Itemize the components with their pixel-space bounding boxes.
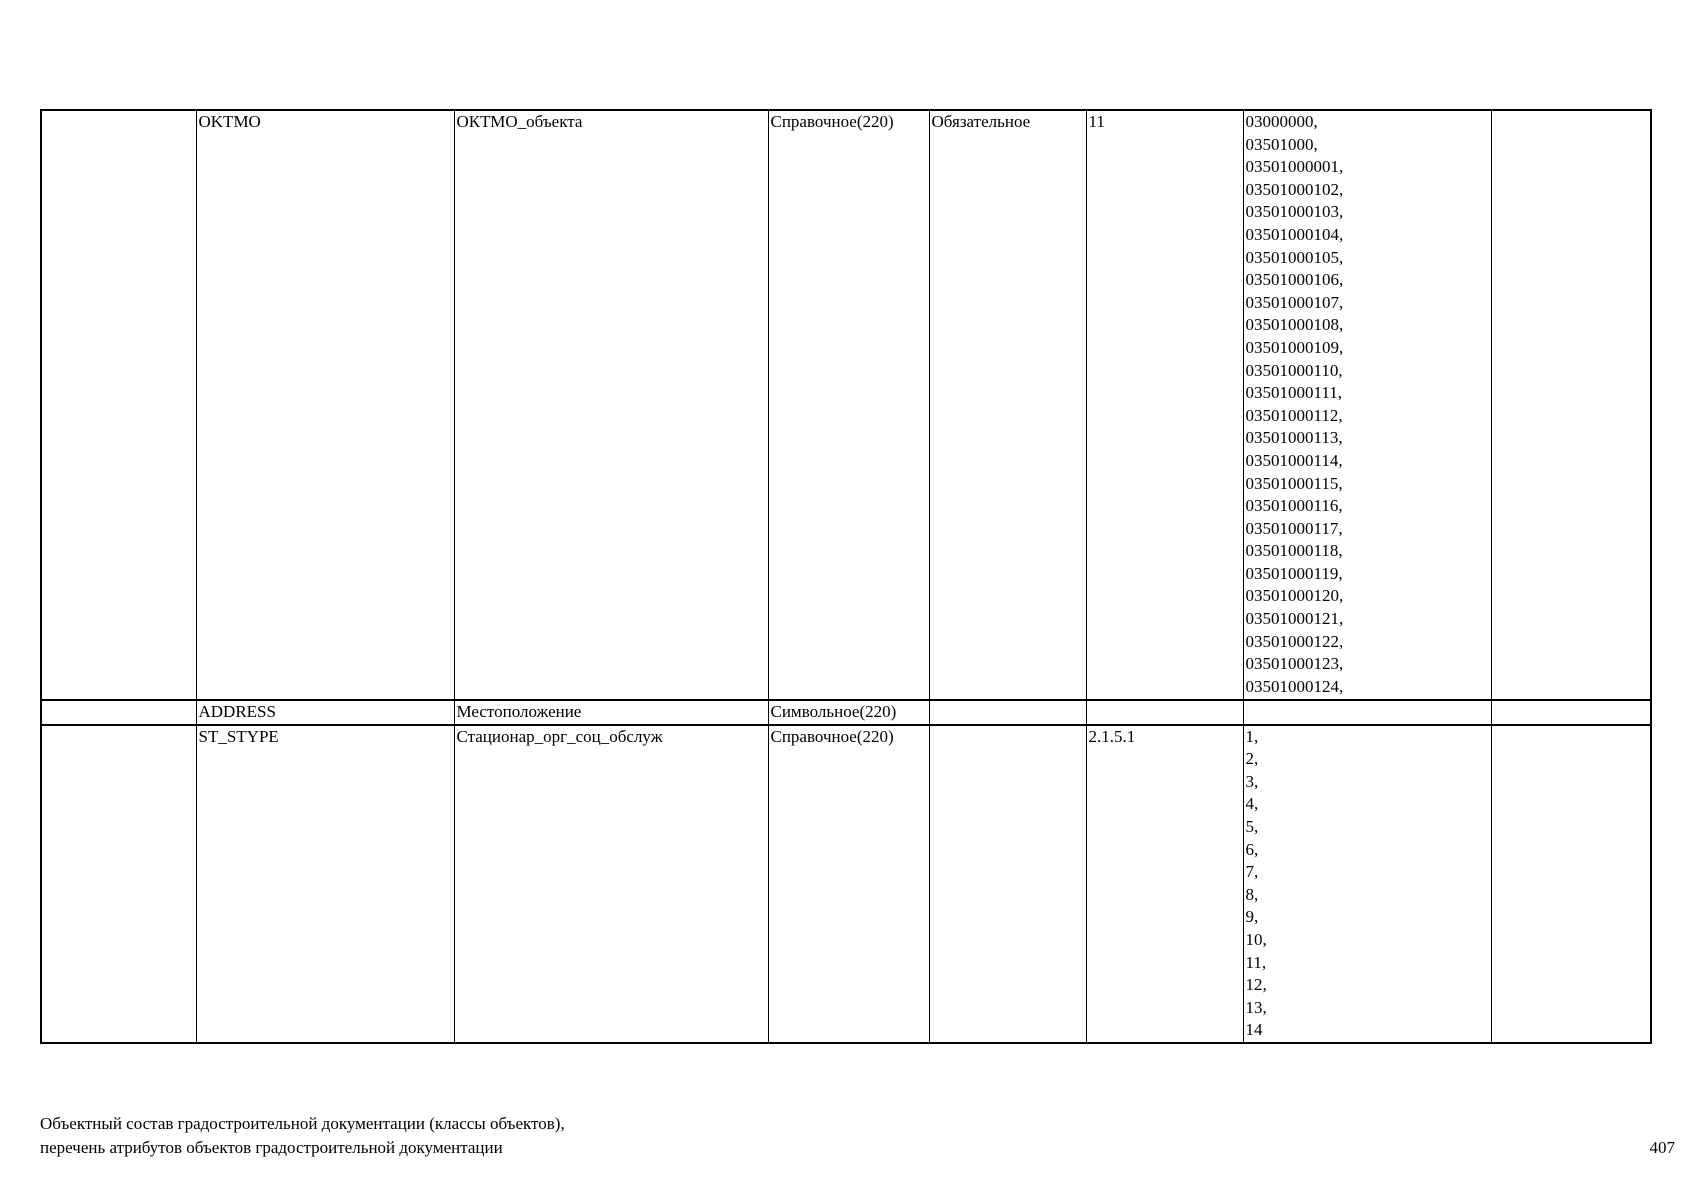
table-row-address	[41, 700, 1651, 725]
cell-attribute-type: Символьное(220)	[768, 700, 929, 725]
attributes-table	[40, 109, 1652, 1044]
cell-attribute-name: Местоположение	[454, 700, 768, 725]
list-item: 03501000119,	[1245, 563, 1343, 583]
list-item: 13,	[1245, 997, 1267, 1017]
list-item: 03000000,	[1245, 112, 1318, 131]
cell-note	[1491, 110, 1651, 700]
cell-attribute-code: ADDRESS	[196, 700, 454, 725]
list-item: 03501000114,	[1245, 450, 1343, 470]
list-item: 03501000102,	[1245, 179, 1344, 199]
list-item: 1,	[1245, 726, 1259, 746]
footer-note	[40, 1112, 565, 1160]
cell-index	[41, 725, 196, 1043]
cell-allowed-values	[1243, 725, 1491, 1043]
cell-attribute-name: Стационар_орг_соц_обслуж	[454, 725, 768, 1043]
cell-attribute-type: Справочное(220)	[768, 725, 929, 1043]
cell-attribute-type: Справочное(220)	[768, 110, 929, 700]
cell-allowed-values	[1243, 110, 1491, 700]
list-item: 03501000112,	[1245, 405, 1343, 425]
cell-note	[1491, 700, 1651, 725]
list-item: 03501000109,	[1245, 337, 1344, 357]
list-item: 03501000104,	[1245, 224, 1344, 244]
cell-attribute-code: OKTMO	[196, 110, 454, 700]
table-row-oktmo	[41, 110, 1651, 700]
list-item: 3,	[1245, 771, 1259, 791]
list-item: 03501000107,	[1245, 292, 1344, 312]
list-item: 6,	[1245, 839, 1259, 859]
list-item: 2,	[1245, 749, 1259, 769]
list-item: 03501000115,	[1245, 473, 1343, 493]
list-item: 11,	[1245, 952, 1267, 972]
list-item: 03501000113,	[1245, 428, 1343, 448]
list-item: 12,	[1245, 975, 1267, 995]
list-item: 03501000122,	[1245, 631, 1344, 651]
list-item: 9,	[1245, 907, 1259, 927]
list-item: 03501000105,	[1245, 247, 1344, 267]
list-item: 5,	[1245, 816, 1259, 836]
cell-reference: 11	[1086, 110, 1243, 700]
list-item: 7,	[1245, 862, 1259, 882]
cell-index	[41, 700, 196, 725]
cell-required-flag	[929, 725, 1086, 1043]
table-row-st-stype	[41, 725, 1651, 1043]
cell-required-flag: Обязательное	[929, 110, 1086, 700]
footer-line-2: перечень атрибутов объектов градостроительной документации	[40, 1138, 503, 1157]
list-item: 03501000110,	[1245, 360, 1343, 380]
list-item: 03501000001,	[1245, 157, 1344, 177]
list-item: 03501000108,	[1245, 315, 1344, 335]
list-item: 10,	[1245, 929, 1267, 949]
cell-required-flag	[929, 700, 1086, 725]
list-item: 03501000111,	[1245, 383, 1342, 403]
list-item: 03501000116,	[1245, 496, 1343, 516]
list-item: 03501000118,	[1245, 541, 1343, 561]
list-item: 03501000103,	[1245, 202, 1344, 222]
cell-attribute-name: ОКТМО_объекта	[454, 110, 768, 700]
list-item: 4,	[1245, 794, 1259, 814]
list-item: 03501000,	[1245, 134, 1318, 154]
cell-reference	[1086, 700, 1243, 725]
list-item: 03501000124,	[1245, 676, 1344, 696]
list-item: 8,	[1245, 884, 1259, 904]
list-item: 03501000123,	[1245, 654, 1344, 674]
footer-line-1: Объектный состав градостроительной документации (классы объектов),	[40, 1114, 565, 1133]
list-item: 14	[1245, 1020, 1263, 1040]
list-item: 03501000120,	[1245, 586, 1344, 606]
list-item: 03501000121,	[1245, 609, 1344, 629]
cell-attribute-code: ST_STYPE	[196, 725, 454, 1043]
list-item: 03501000106,	[1245, 270, 1344, 290]
cell-index	[41, 110, 196, 700]
list-item: 03501000117,	[1245, 518, 1343, 538]
cell-reference: 2.1.5.1	[1086, 725, 1243, 1043]
cell-note	[1491, 725, 1651, 1043]
cell-allowed-values	[1243, 700, 1491, 725]
page-number: 407	[1649, 1138, 1675, 1157]
